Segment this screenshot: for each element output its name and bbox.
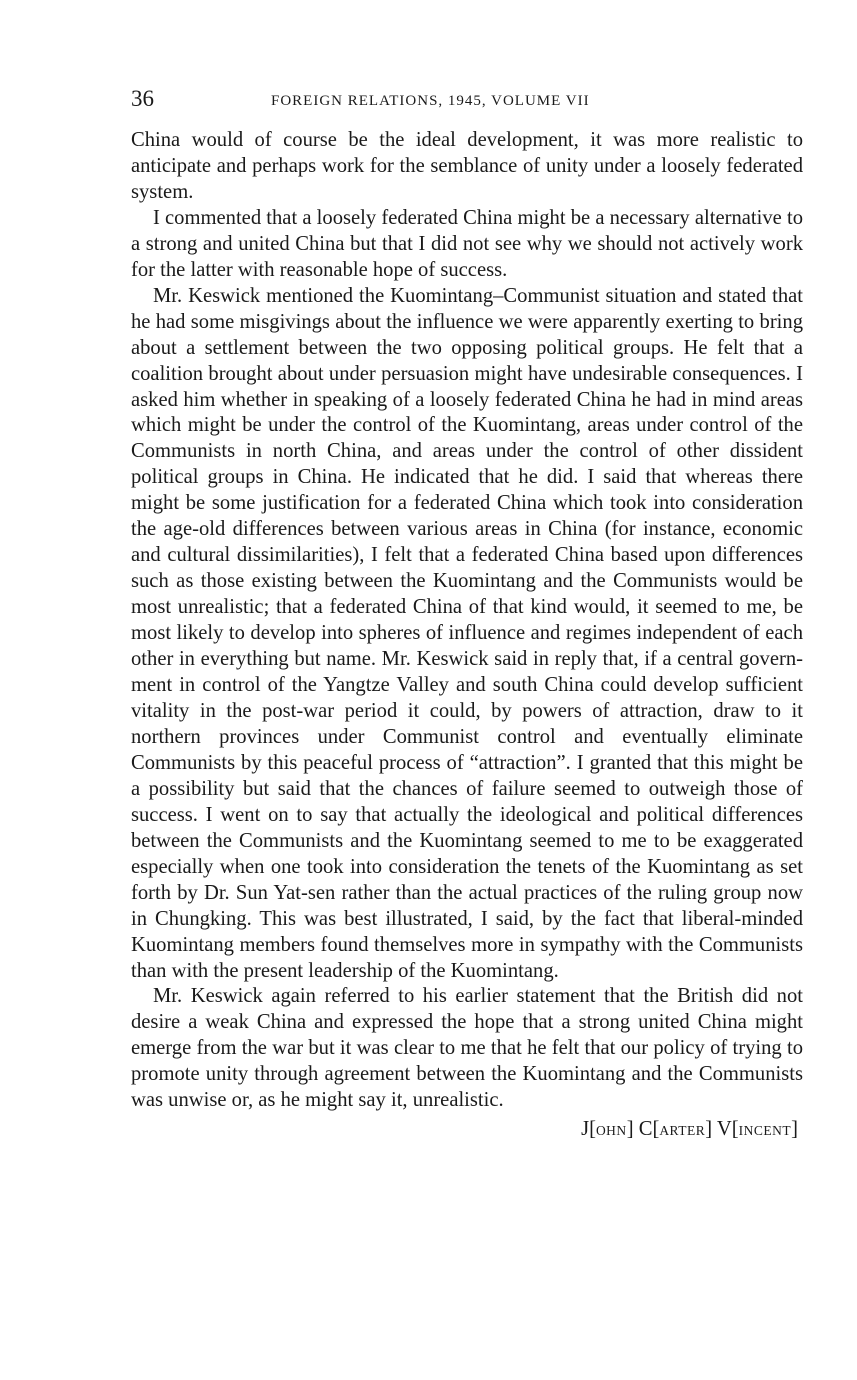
running-title: FOREIGN RELATIONS, 1945, VOLUME VII [271, 93, 590, 109]
page-number: 36 [131, 86, 154, 111]
signature-initial-middle: C [638, 1118, 653, 1141]
signature: J[OHN] C[ARTER] V[INCENT] [581, 1118, 798, 1141]
signature-name-last: INCENT [738, 1123, 792, 1139]
signature-initial-last: V [716, 1118, 732, 1141]
paragraph: Mr. Keswick again referred to his earlier statement that the British did not desire a weak China and expressed the hope that a strong united China might emerge from the war but it was clear to me that he felt that our policy of trying to promote unity through agreement between the Kuomintang and the Communists was unwise or, as he might say it, unrealistic. [131, 985, 803, 1112]
paragraph: I commented that a loosely federated China might be a necessary alternative to a strong and united China but that I did not see why we should not actively work for the latter with reasonable hope of success. [131, 206, 803, 281]
paragraph: Mr. Keswick mentioned the Kuomintang–Communist situation and stated that he had some misgivings about the influence we were apparently exerting to bring about a settlement between the two opposing political groups. He felt that a coalition brought about under persuasion might have undesirable consequences. I asked him whether in speaking of a loosely federated China he had in mind areas which might be under the control of the Kuomintang, areas under control of the Communists in north China, and areas under the control of other dissident political groups in China. He indicated that he did. I said that whereas there might be some justification for a federated China which took into consideration the age-old differences between various areas in China (for instance, economic and cultural dissimilarities), I felt that a federated China based upon differences such as those existing between the Kuomintang and the Communists would be most unrealistic; that a federated China of that kind would, it seemed to me, be most likely to develop into spheres of influence and regimes independent of each other in everything but name. Mr. Keswick said in reply that, if a central government in control of the Yangtze Valley and south China could develop sufficient vitality in the post-war period it could, by powers of attraction, draw to it northern provinces under Communist control and eventually eliminate Communists by this peaceful process of “attraction”. I granted that this might be a possibility but said that the chances of failure seemed to outweigh those of success. I went on to say that actually the ideological and political differences between the Communists and the Kuomintang seemed to me to be exaggerated especially when one took into consideration the tenets of the Kuomintang as set forth by Dr. Sun Yat-sen rather than the actual practices of the ruling group now in Chungking. This was best illustrated, I said, by the fact that liberal-minded Kuomintang members found themselves more in sympathy with the Communists than with the present leadership of the Kuomintang. [131, 284, 803, 982]
running-head [131, 84, 803, 114]
signature-name-first: OHN [595, 1123, 627, 1139]
signature-name-middle: ARTER [659, 1123, 706, 1139]
paragraph-continuation: China would of course be the ideal development, it was more realistic to anticipate and perhaps work for the semblance of unity under a loosely federated system. [131, 129, 803, 203]
signature-initial-first: J [581, 1118, 590, 1141]
body-text [131, 128, 803, 1145]
